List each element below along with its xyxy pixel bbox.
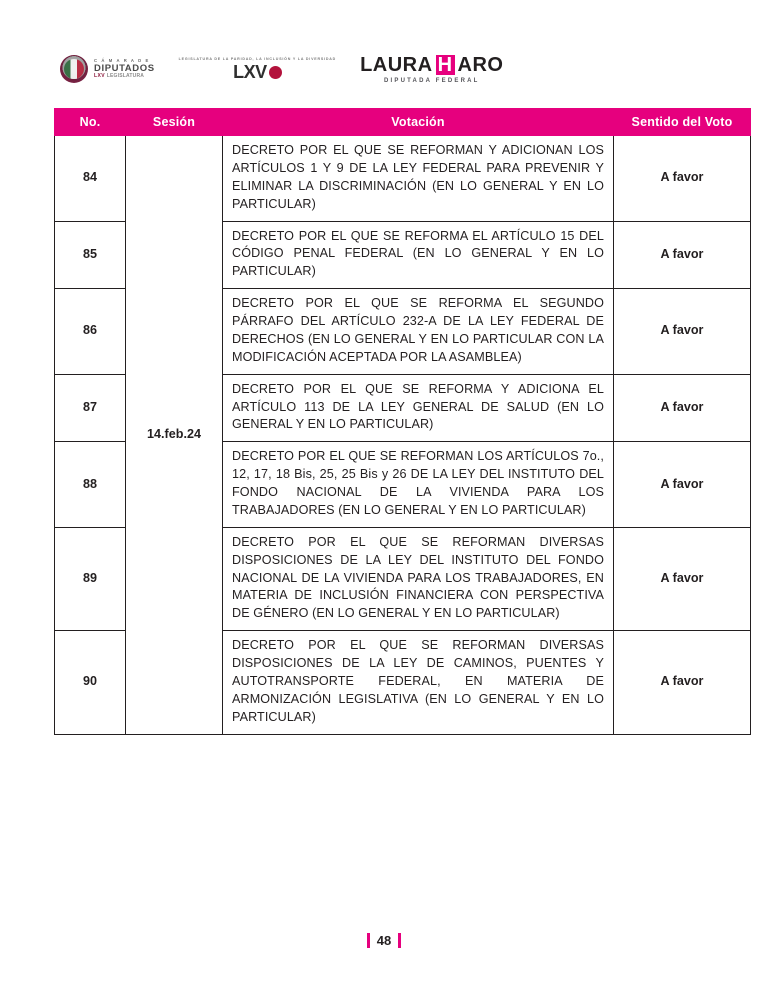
table-row	[55, 136, 751, 222]
vote-result: A favor	[614, 289, 751, 375]
page-footer	[0, 933, 768, 948]
vote-description: DECRETO POR EL QUE SE REFORMAN DIVERSAS DISPOSICIONES DE LA LEY DE CAMINOS, PUENTES Y AUTOTRANSPORTE FEDERAL, EN MATERIA DE ARMONIZACIÓN LEGISLATIVA (EN LO GENERAL Y EN LO PARTICULAR)	[223, 631, 614, 734]
header-logo-bar	[54, 46, 714, 92]
row-number: 85	[55, 221, 126, 289]
deputy-name	[360, 55, 503, 75]
votes-table	[54, 108, 751, 735]
chamber-logo-line2: DIPUTADOS	[94, 62, 155, 74]
column-header-votacion: Votación	[223, 109, 614, 136]
vote-description: DECRETO POR EL QUE SE REFORMA EL ARTÍCULO 15 DEL CÓDIGO PENAL FEDERAL (EN LO GENERAL Y EN LO PARTICULAR)	[223, 221, 614, 289]
mexican-eagle-seal-icon	[60, 55, 88, 83]
vote-result: A favor	[614, 631, 751, 734]
row-number: 87	[55, 374, 126, 442]
deputy-name-logo	[360, 55, 503, 84]
row-number: 89	[55, 527, 126, 630]
vote-result: A favor	[614, 442, 751, 528]
vote-description: DECRETO POR EL QUE SE REFORMAN DIVERSAS DISPOSICIONES DE LA LEY DEL INSTITUTO DEL FONDO NACIONAL DE LA VIVIENDA PARA LOS TRABAJADORES, EN MATERIA DE INCLUSIÓN FINANCIERA CON PERSPECTIVA DE GÉNERO (EN LO GENERAL Y EN LO PARTICULAR)	[223, 527, 614, 630]
vote-description: DECRETO POR EL QUE SE REFORMAN Y ADICIONAN LOS ARTÍCULOS 1 Y 9 DE LA LEY FEDERAL PARA PREVENIR Y ELIMINAR LA DISCRIMINACIÓN (EN LO GENERAL Y EN LO PARTICULAR)	[223, 136, 614, 222]
chamber-logo-text	[94, 59, 155, 80]
chamber-logo-line1: C Á M A R A D E	[94, 57, 150, 63]
legislature-logo-roman: LXV	[233, 63, 282, 81]
deputy-first-name: LAURA	[360, 53, 433, 76]
table-header-row	[55, 109, 751, 136]
session-date: 14.feb.24	[126, 136, 223, 735]
chamber-logo-line3: LXV LEGISLATURA	[94, 73, 145, 80]
legislature-logo	[179, 57, 336, 81]
circle-icon	[269, 66, 282, 79]
vote-result: A favor	[614, 221, 751, 289]
deputy-subtitle: DIPUTADA FEDERAL	[384, 77, 480, 84]
vote-description: DECRETO POR EL QUE SE REFORMA Y ADICIONA EL ARTÍCULO 113 DE LA LEY GENERAL DE SALUD (EN LO GENERAL Y EN LO PARTICULAR)	[223, 374, 614, 442]
vote-result: A favor	[614, 136, 751, 222]
row-number: 84	[55, 136, 126, 222]
row-number: 88	[55, 442, 126, 528]
column-header-sesion: Sesión	[126, 109, 223, 136]
page-number: 48	[376, 933, 392, 948]
chamber-of-deputies-logo	[60, 55, 155, 83]
column-header-no: No.	[55, 109, 126, 136]
column-header-sentido-del-voto: Sentido del Voto	[614, 109, 751, 136]
vote-result: A favor	[614, 527, 751, 630]
footer-bar-right-icon	[398, 933, 401, 948]
row-number: 86	[55, 289, 126, 375]
vote-description: DECRETO POR EL QUE SE REFORMA EL SEGUNDO PÁRRAFO DEL ARTÍCULO 232-A DE LA LEY FEDERAL DE DERECHOS (EN LO GENERAL Y EN LO PARTICULAR CON LA MODIFICACIÓN ACEPTADA POR LA ASAMBLEA)	[223, 289, 614, 375]
footer-bar-left-icon	[367, 933, 370, 948]
vote-description: DECRETO POR EL QUE SE REFORMAN LOS ARTÍCULOS 7o., 12, 17, 18 Bis, 25, 25 Bis y 26 DE LA LEY DEL INSTITUTO DEL FONDO NACIONAL DE LA VIVIENDA PARA LOS TRABAJADORES (EN LO GENERAL Y EN LO PARTICULAR)	[223, 442, 614, 528]
deputy-lastname-highlight: H	[437, 53, 453, 76]
vote-result: A favor	[614, 374, 751, 442]
row-number: 90	[55, 631, 126, 734]
deputy-lastname-rest: ARO	[457, 53, 504, 76]
legislature-logo-tagline: LEGISLATURA DE LA PARIDAD, LA INCLUSIÓN Y LA DIVERSIDAD	[178, 57, 337, 61]
